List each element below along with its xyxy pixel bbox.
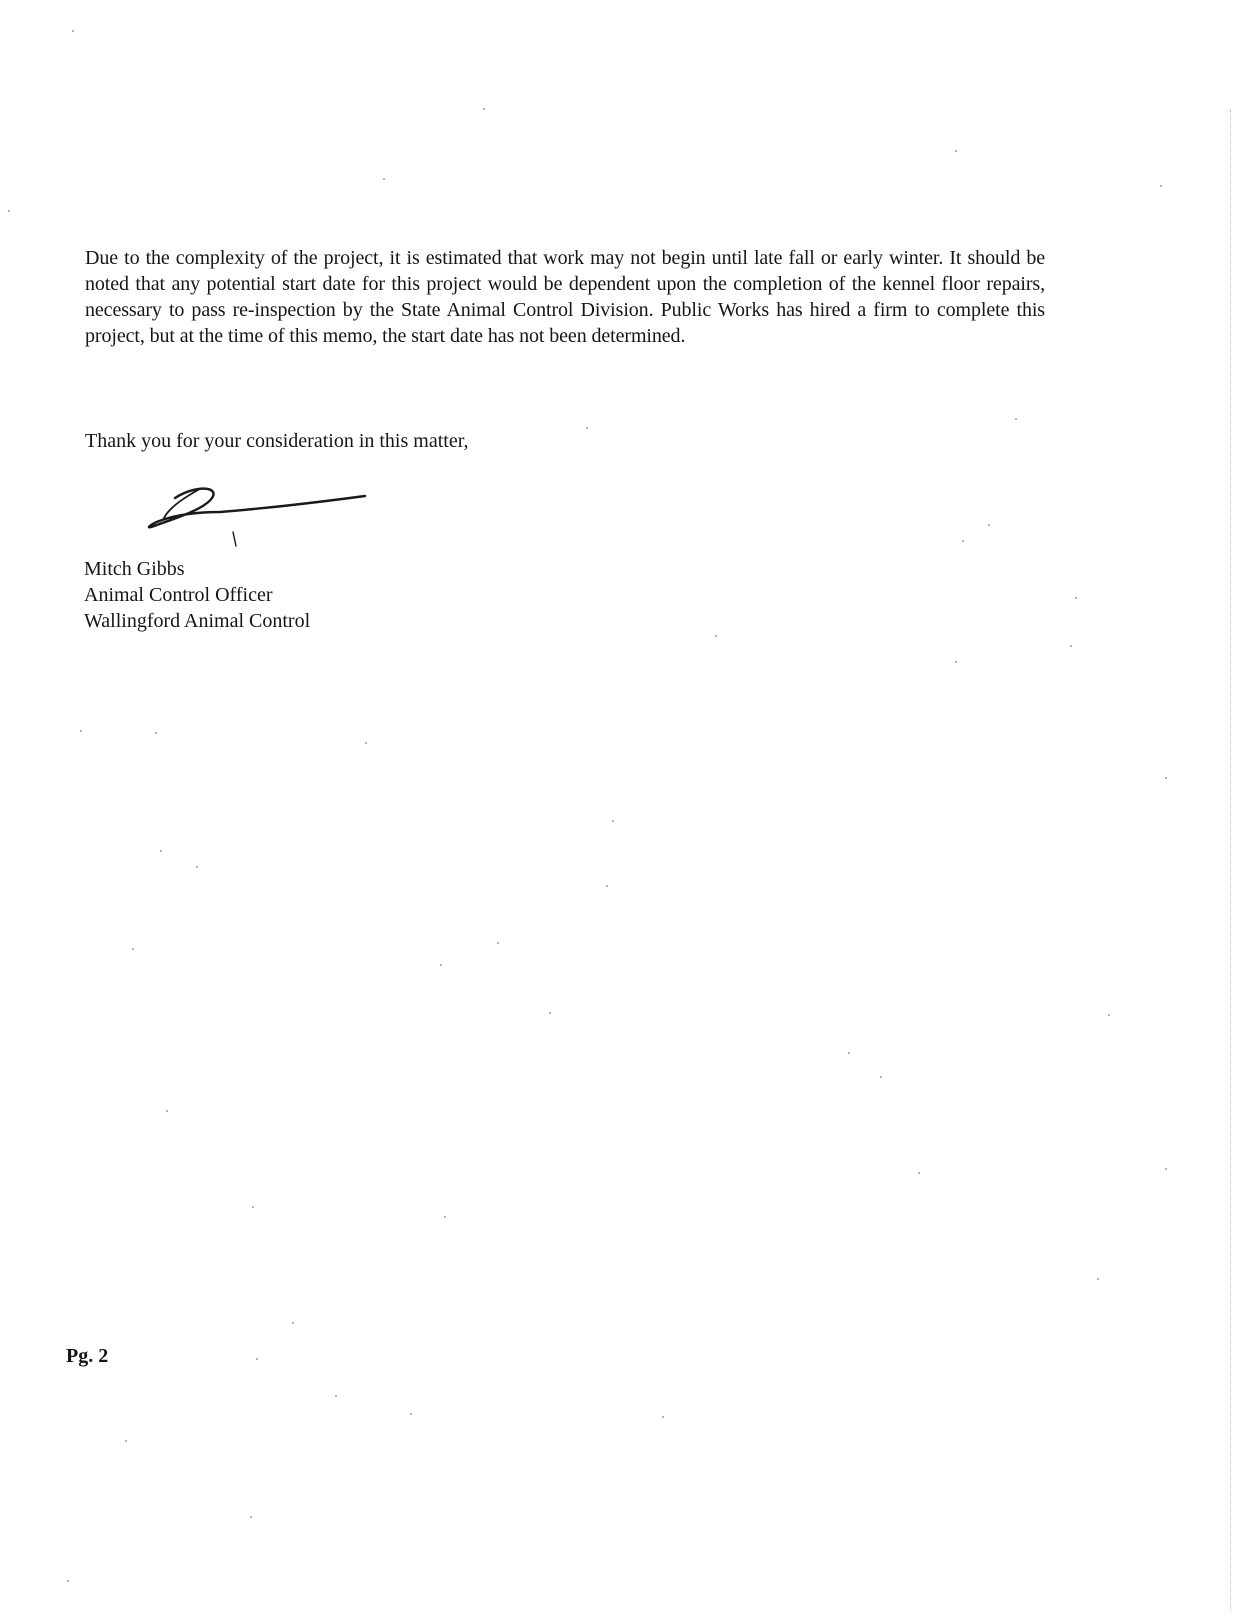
scan-edge-divider [1230,110,1233,1610]
signer-title: Animal Control Officer [84,584,273,606]
page-number: Pg. 2 [66,1345,109,1367]
handwritten-signature [140,480,380,560]
memo-paragraph: Due to the complexity of the project, it is estimated that work may not begin until late fall or early winter. It should be noted that any potential start date for this project would be dependent upon the completion of the kennel floor repairs, necessary to pass re-inspection by the State Animal Control Division. Public Works has hired a firm to complete this project, but at the time of this memo, the start date has not been determined. [85,247,1045,347]
signer-organization: Wallingford Animal Control [84,610,311,632]
closing-line: Thank you for your consideration in this matter, [85,430,469,452]
signer-name: Mitch Gibbs [84,558,185,580]
signature-block [84,556,310,634]
